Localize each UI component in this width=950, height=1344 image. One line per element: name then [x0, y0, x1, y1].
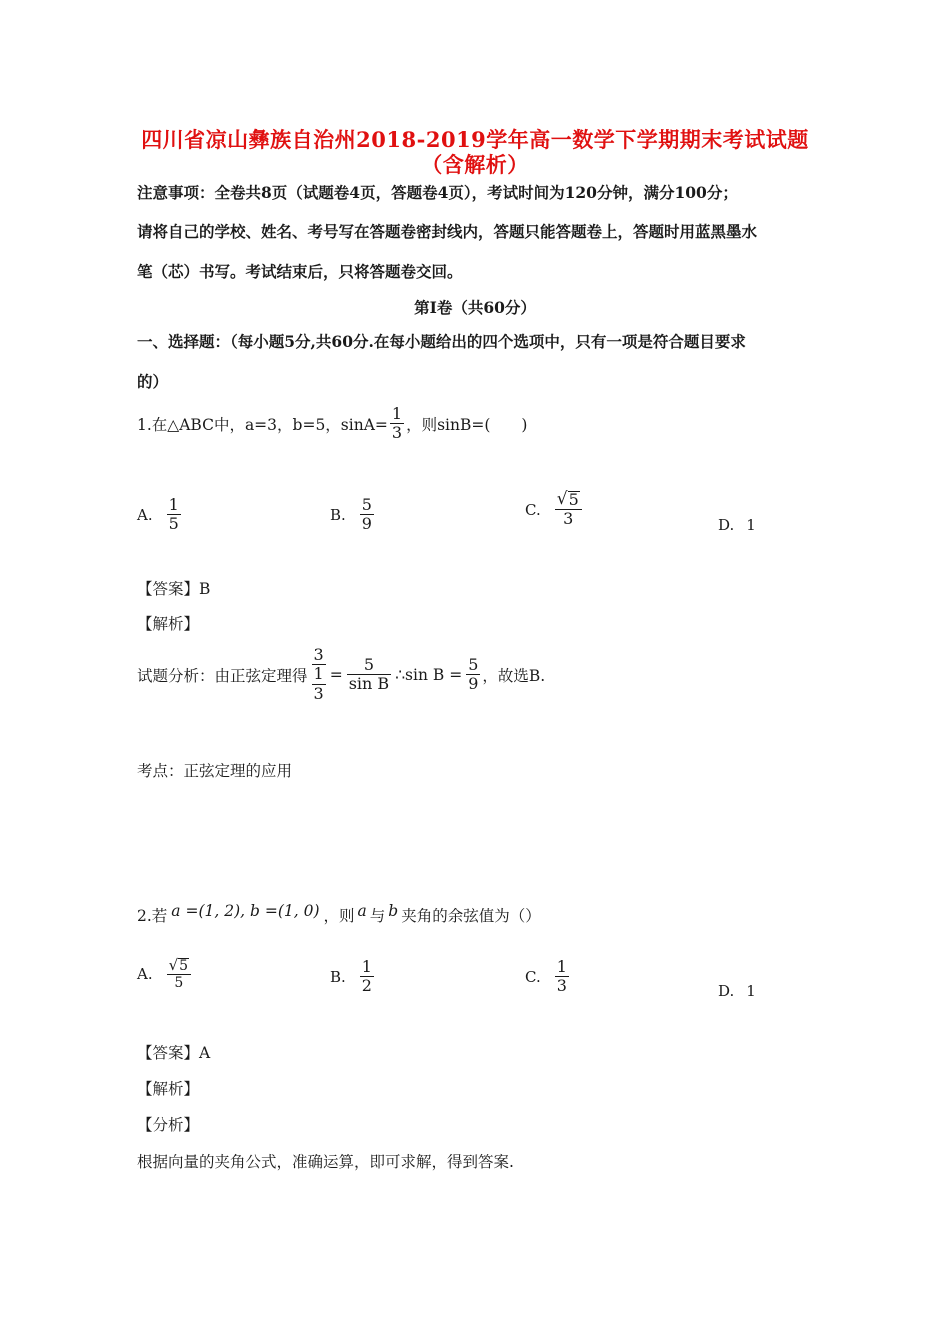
document-title-line2: （含解析） [421, 152, 529, 177]
sqrt-icon: √ [168, 956, 179, 974]
fraction-num: 3 [313, 645, 324, 664]
radicand: 5 [568, 490, 579, 509]
fraction-num: 1 [168, 495, 179, 514]
option-label: C. [525, 967, 541, 986]
inner-fraction [312, 665, 326, 703]
q1-topic: 考点：正弦定理的应用 [137, 762, 293, 780]
sqrt-expression [555, 491, 582, 509]
q2-var-b: b [388, 902, 399, 920]
q1-stem-suffix: ，则sinB=( ) [406, 415, 528, 434]
option-value: 1 [746, 516, 756, 534]
sqrt-expression [167, 958, 191, 974]
option-label: A. [137, 965, 153, 984]
q2-option-c [525, 958, 571, 996]
q1-stem-prefix: 1.在△ABC中，a=3，b=5，sinA= [137, 415, 388, 434]
q2-option-b [330, 958, 376, 996]
option-fraction [167, 958, 191, 991]
q1-rhs-fraction [347, 656, 391, 694]
q1-analysis-heading: 【解析】 [137, 615, 200, 633]
notice-line1: 注意事项：全卷共8页（试题卷4页，答题卷4页），考试时间为120分钟，满分100分； [137, 183, 738, 202]
q1-sinA-num: 1 [391, 404, 403, 423]
q2-var-a: a [357, 902, 367, 920]
q1-analysis-prefix: 试题分析：由正弦定理得 [137, 666, 308, 685]
fraction-num: 5 [468, 654, 479, 674]
q2-option-d [718, 982, 756, 1000]
fraction-den: 5 [174, 974, 184, 991]
fraction-num: 1 [361, 957, 372, 976]
fraction-num: 5 [361, 495, 372, 514]
q1-analysis [137, 646, 545, 703]
q2-stem-prefix: 2.若 [137, 907, 168, 925]
section-intro-line2: 的） [137, 372, 169, 391]
q1-option-a [137, 496, 183, 534]
document-title-line1: 四川省凉山彝族自治州2018-2019学年高一数学下学期期末考试试题 [141, 127, 809, 152]
section-title: 第Ⅰ卷（共60分） [414, 298, 536, 317]
option-label: D. [718, 982, 735, 1000]
q2-stem-mid2: 与 [369, 907, 386, 925]
option-fraction [360, 496, 374, 534]
notice-line3: 笔（芯）书写。考试结束后，只将答题卷交回。 [137, 262, 463, 281]
q2-answer: 【答案】A [137, 1044, 211, 1062]
radicand: 5 [179, 958, 189, 974]
fraction-num: 5 [363, 654, 375, 674]
q1-option-d [718, 516, 756, 534]
option-label: A. [137, 505, 153, 524]
q1-answer: 【答案】B [137, 580, 211, 598]
q2-stem-suffix: 夹角的余弦值为（） [401, 907, 541, 925]
fraction-den: sin B [348, 674, 390, 694]
q1-sinA-den: 3 [391, 423, 403, 443]
fraction-den: 9 [361, 514, 372, 534]
fraction-den: 3 [313, 683, 324, 703]
q2-option-a [137, 958, 193, 991]
option-value: 1 [746, 982, 756, 1000]
q1-option-c [525, 491, 584, 528]
option-fraction [360, 958, 374, 996]
q1-compound-fraction [312, 646, 326, 703]
section-intro-line1: 一、选择题：（每小题5分,共60分.在每小题给出的四个选项中，只有一项是符合题目要求 [137, 332, 746, 351]
option-label: D. [718, 516, 735, 534]
fraction-num: 1 [313, 664, 324, 684]
q1-option-b [330, 496, 376, 534]
q2-stem-mid1: ，则 [323, 907, 355, 925]
option-label: C. [525, 500, 541, 519]
equals-sign: = [329, 665, 343, 684]
option-fraction [167, 496, 181, 534]
fraction-den: 3 [563, 508, 574, 528]
option-label: B. [330, 967, 346, 986]
q1-result-fraction [466, 656, 480, 694]
option-label: B. [330, 505, 346, 524]
option-fraction [555, 491, 582, 528]
q2-vectors: a =(1, 2), b =(1, 0) [171, 902, 320, 920]
fraction-den: 9 [468, 674, 479, 694]
q2-fenxi-text: 根据向量的夹角公式，准确运算，即可求解，得到答案. [137, 1153, 514, 1171]
fraction-den: 2 [361, 976, 372, 996]
option-fraction [555, 958, 569, 996]
q2-fenxi-heading: 【分析】 [137, 1116, 200, 1134]
fraction-den: 5 [168, 514, 179, 534]
q2-analysis-heading: 【解析】 [137, 1080, 200, 1098]
q1-analysis-suffix: ，故选B. [482, 666, 546, 685]
fraction-den: 3 [556, 976, 567, 996]
fraction-num: 1 [556, 957, 567, 976]
q1-sinA-fraction [390, 405, 404, 443]
q1-stem [137, 405, 527, 443]
notice-line2: 请将自己的学校、姓名、考号写在答题卷密封线内，答题只能答题卷上，答题时用蓝黑墨水 [137, 222, 758, 241]
q1-therefore: ∴sin B = [395, 665, 463, 684]
q2-stem [137, 904, 541, 926]
sqrt-icon: √ [556, 489, 568, 509]
